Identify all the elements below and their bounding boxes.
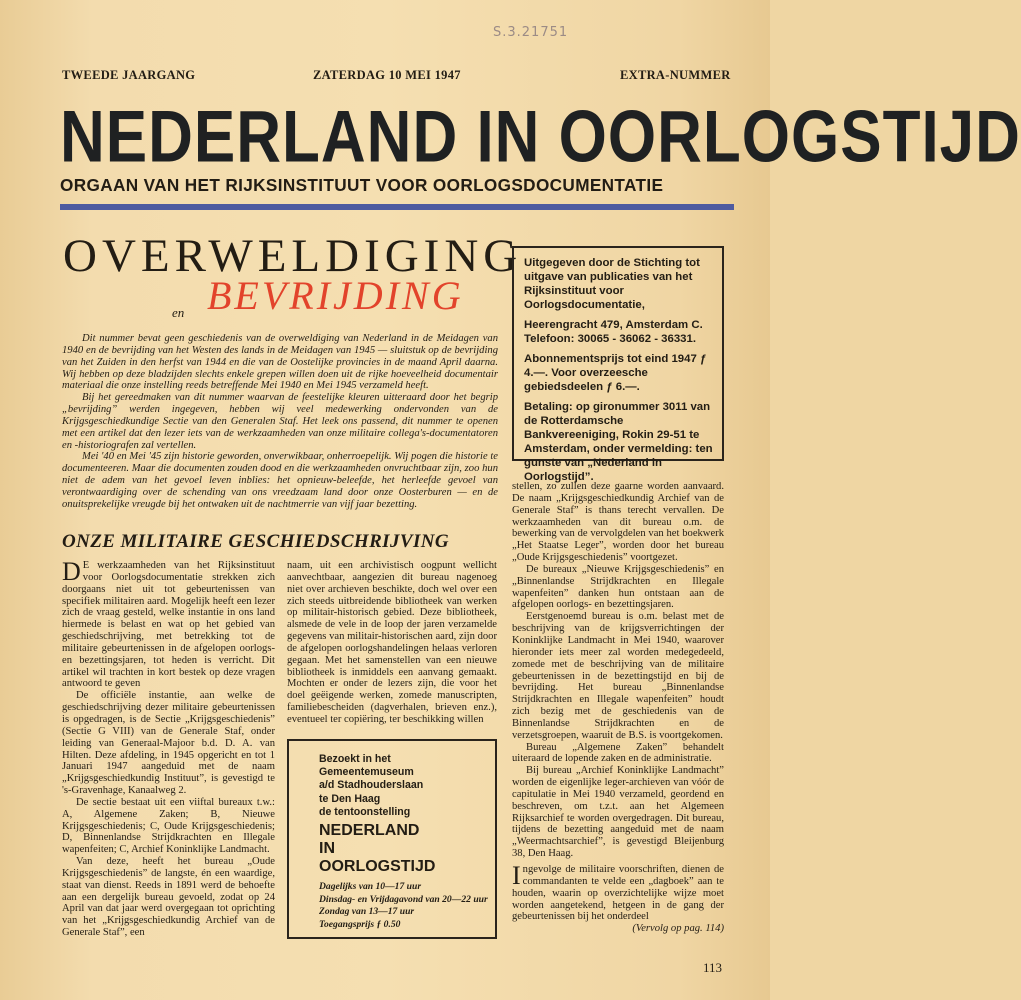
headline-overweldiging: OVERWELDIGING (63, 230, 523, 282)
advert-opening-hours: Dagelijks van 10—17 uur Dinsdag- en Vrijdagavond van 20—22 uur Zondag van 13—17 uur Toegangsprijs ƒ 0.50 (319, 881, 488, 930)
article-paragraph: stellen, zo zullen deze gaarne worden aanvaard. De naam „Krijgsgeschiedkundig Archief van de Generale Staf” is thans terecht vervallen. De werkzaamheden van dit bureau o.m. de bewerking van de vervolgdelen van het boekwerk „Het Staatse Leger”, worden door het bureau „Oude Krijgsgeschiedenis” voortgezet. (512, 481, 724, 564)
intro-paragraph: Bij het gereedmaken van dit nummer waarvan de feestelijke kleuren uitteraard door het begrip „bevrijding” werden ingegeven, hebben wij veel medewerking ondervonden van de Krijgsgeschiedkundige Sectie van den Generalen Staf. Het leek ons passend, dit nummer te openen met een artikel dat den lezer iets van de werkzaamheden van onze militaire collega's-documentatoren en -historiografen zal vertellen. (62, 392, 498, 451)
volume-label: TWEEDE JAARGANG (62, 68, 196, 82)
advert-price: Toegangsprijs ƒ 0.50 (319, 918, 401, 930)
headline-connector: en (172, 305, 185, 320)
drop-cap: I (512, 861, 521, 890)
article-paragraph: Bureau „Algemene Zaken” behandelt uiteraard de lopende zaken en de administratie. (512, 741, 724, 765)
article-paragraph: Eerstgenoemd bureau is o.m. belast met de beschrijving van de krijgsverrichtingen der Koninklijke Landmacht in Mei 1940, waarover hieronder iets meer zal worden medegedeeld, zomede met de beschrijving van de militaire gebeurtenissen in de bezettingstijd en bij de bevrijding. Het bureau „Binnenlandse Strijdkrachten en Illegale wapenfeiten” houdt zich bezig met de geschiedenis van de Binnenlandse Strijdkrachten en de verzetsgroepen, waaruit de B.S. is voortgekomen. (512, 611, 724, 741)
article-paragraph: Bij bureau „Archief Koninklijke Landmacht” worden de eigenlijke leger-archieven van vóór de capitulatie in Mei 1940 verzameld, geordend en beschreven, om t.z.t. aan het Algemeen Rijksarchief te worden overgedragen. Dit bureau, tijdens de bezetting aangeduid met de naam „Weermachtsarchief”, is gevestigd Bleijenburg 38, Den Haag. (512, 765, 724, 860)
article-column-2 (287, 560, 497, 726)
advert-exhibition-title: NEDERLAND IN OORLOGSTIJD (319, 822, 436, 875)
article-column-1 (62, 557, 275, 939)
article-paragraph: De bureaux „Nieuwe Krijgsgeschiedenis” en „Binnenlandse Strijdkrachten en Illegale wapenfeiten” danken hun ontstaan aan de afgelopen oorlogs- en bezettingsjaren. (512, 563, 724, 611)
article-paragraph: De sectie bestaat uit een viiftal bureaux t.w.: A, Algemene Zaken; B, Nieuwe Krijgsgeschiedenis; C, Oude Krijgsgeschiedenis; D, Binnenlandse Strijdkrachten en Illegale wapenfeiten; C, Archief Koninklijke Landmacht. (62, 796, 275, 856)
page-number: 113 (703, 960, 723, 975)
payment-info: Betaling: op gironummer 3011 van de Rotterdamsche Bankvereeniging, Rokin 29-51 te Amsterdam, onder vermelding: ten gunste van „Nederland in Oorlogstijd”. (524, 401, 713, 483)
advert-line: de tentoonstelling (319, 805, 411, 818)
masthead-rule (60, 204, 734, 210)
exhibition-advert (287, 739, 497, 939)
intro-paragraph: Mei '40 en Mei '45 zijn historie geworden, onverwikbaar, onherroepelijk. Wij pogen die historie te documenteeren. Maar die documenten zouden dood en die werkzaamheden onvruchtbaar zijn, zoo hun niet de adem van het gevoel leven inblies: het opnieuw-beleefde, het herleefde gevoel van verontwaardiging over de schending van ons vreedzaam land door onze Oosterburen — en de onuitsprekelijke vreugde bij het ontwaken uit de nachtmerrie van vijf jaar bezetting. (62, 451, 498, 510)
continued-link[interactable]: (Vervolg op pag. 114) (632, 923, 724, 935)
advert-line: Bezoekt in het (319, 753, 391, 765)
article-paragraph: Ingevolge de militaire voorschriften, dienen de commandanten te velde een „dagboek” aan te houden, waarin op overzichtelijke wijze moet worden aangetekend, hetgeen in de gang der gebeurtenissen bij het onderdeel (512, 861, 724, 923)
publisher-address: Heerengracht 479, Amsterdam C. (524, 319, 703, 331)
article-paragraph: naam, uit een archivistisch oogpunt wellicht aanvechtbaar, aangezien dit bureau nagenoeg niet over archieven beschikte, doch wel over een zich steeds uitbreidende bibliotheek van werken op militair-historisch gebied. Deze bibliotheek, alsmede de vele in de loop der jaren verzamelde gegevens van militair-historischen aard, zijn door de afgelopen oorlogshandelingen helaas verloren gegaan. Met het samenstellen van een nieuwe bibliotheek is inmiddels een aanvang gemaakt. Mochten er onder de lezers zijn, die voor het doel geëigende werken, zomede manuscripten, familiebescheiden (dagverhalen, brieven enz.), eventueel ter copiëring, ter beschikking willen (287, 560, 497, 725)
publisher-info-box (512, 246, 724, 483)
masthead-title: NEDERLAND IN OORLOGSTIJD (60, 96, 1021, 179)
handwritten-archive-note: S.3.21751 (493, 25, 569, 40)
section-heading: ONZE MILITAIRE GESCHIEDSCHRIJVING (62, 531, 449, 552)
advert-line: Gemeentemuseum (319, 766, 414, 779)
article-paragraph: De officiële instantie, aan welke de geschiedschrijving dezer militaire gebeurtenissen is opgedragen, is de Sectie „Krijgsgeschiedenis” (Sectie G VIII) van de Generale Staf, onder leiding van Generaal-Majoor b.d. D. A. van Hilten. Deze afdeling, in 1945 opgericht en tot 1 Januari 1947 aangeduid met de naam „Krijgsgeschiedkundig Instituut”, is gevestigd te 's-Gravenhage, Kanaalweg 2. (62, 690, 275, 797)
drop-cap: D (62, 557, 81, 586)
masthead-subtitle: ORGAAN VAN HET RIJKSINSTITUUT VOOR OORLOGSDOCUMENTATIE (60, 175, 664, 195)
edition-label: EXTRA-NUMMER (620, 68, 731, 82)
article-paragraph: Van deze, heeft het bureau „Oude Krijgsgeschiedenis” de langste, én een waardige, staat van dienst. Reeds in 1891 werd de behoefte aan een dergelijk bureau gevoeld, zodat op 24 April van dat jaar werd overgegaan tot oprichting van het „Krijgsgeschiedkundig Archief van de Generale Staf”, een (62, 856, 275, 939)
headline-bevrijding: BEVRIJDING (207, 273, 464, 318)
publisher-text: Uitgegeven door de Stichting tot uitgave van publicaties van het Rijksinstituut voor Oorlogsdocumentatie, (524, 257, 700, 311)
publisher-phone: Telefoon: 30065 - 36062 - 36331. (524, 333, 697, 345)
advert-line: te Den Haag (319, 792, 381, 805)
intro-paragraph: Dit nummer bevat geen geschiedenis van de overweldiging van Nederland in de Meidagen van 1940 en de bevrijding van het Westen des lands in de Meidagen van 1945 — sluitstuk op de bevrijding van het Zuiden in den herfst van 1944 en die van de Oostelijke provincies in de maand April daarna. Wij hebben op deze bladzijden slechts enkele grepen willen doen uit de rijke hoeveelheid documentair materiaal die onze instelling reeds betreffende Mei 1940 en Mei 1945 verzameld heeft. (62, 333, 498, 392)
issue-date: ZATERDAG 10 MEI 1947 (313, 68, 461, 82)
subscription-price: Abonnementsprijs tot eind 1947 ƒ 4.—. Voor overzeesche gebiedsdeelen ƒ 6.—. (524, 353, 707, 393)
article-paragraph: D E werkzaamheden van het Rijksinstituut voor Oorlogsdocumentatie strekken zich doorgaans niet uit tot gebeurtenissen van specifiek militairen aard. Mogelijk heeft een lezer zich de vraag gesteld, welke instantie in ons land hiermede is belast en wat op het gebied van geschiedschrijving, met betrekking tot de militaire gebeurtenissen in de afgelopen oorlogs- en bezettingsjaren, tot heden is verricht. Dit artikel wil trachten in kort bestek op deze vragen antwoord te geven (62, 557, 275, 690)
advert-line: a/d Stadhouderslaan (319, 779, 424, 792)
article-column-3 (512, 481, 724, 935)
intro-text (62, 333, 498, 511)
